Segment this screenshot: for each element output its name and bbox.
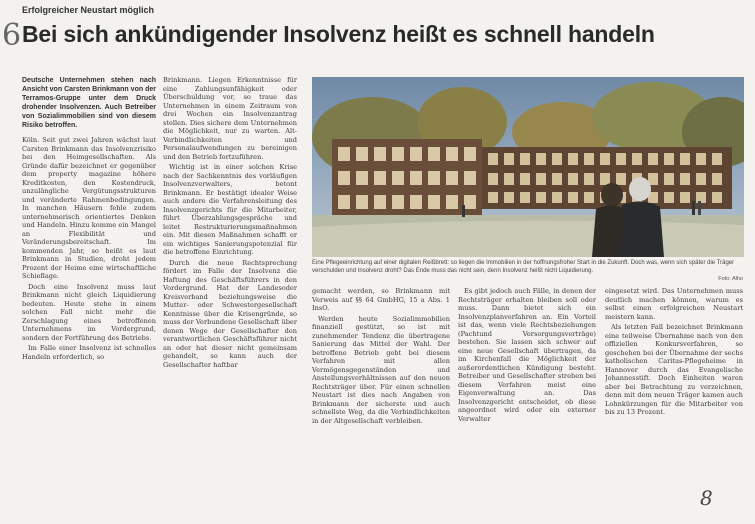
column-3 — [312, 287, 450, 512]
paragraph: Im Falle einer Insolvenz ist schnelles Handeln erforderlich, so — [22, 344, 156, 361]
margin-mark: 6 — [2, 18, 22, 53]
paragraph: Als letzten Fall bezeichnet Brinkmann eine teilweise Übernahme nach von den offiziellen Konkursverfahren, so geschehen bei der Übernahme der sechs katholischen Caritas-Pflegeheime in Hannover durch das Evangelische Johannesstift. Doch Einheiten waren aber bei Betrachtung zu verzeichnen, denn mit dem neuen Träger kamen auch Lohnkürzungen für die Mitarbeiter von bis zu 13 Prozent. — [605, 323, 743, 416]
column-5 — [605, 287, 743, 512]
paragraph: Köln. Seit gut zwei Jahren wächst laut Carsten Brinkmann das Insolvenzrisiko bei den Heimgesellschaften. Als Gründe dafür bezeichnet er gegenüber dem property magazine höhere Kreditkosten, den Kostendruck, unzulängliche Vergütungsstrukturen und veränderte Rahmenbedingungen. In manchen Häusern fehle zudem unternehmerisch orientiertes Denken und Handeln. Hinzu komme ein Mangel an Flexibilität und Veränderungsbereitschaft. Im kommenden Jahr, so heißt es laut Brinkmann in Studien, droht jedem Prozent der Heime eine wirtschaftliche Schieflage. — [22, 136, 156, 280]
column-4 — [458, 287, 596, 512]
paragraph: Doch eine Insolvenz muss laut Brinkmann nicht gleich Liquidierung bedeuten. Heute stehe in einem solchen Fall nicht mehr die Zerschlagung eines betroffenen Unternehmens im Vordergrund, sondern der Fortführung des Betriebs. — [22, 282, 156, 342]
page-number: 8 — [700, 486, 713, 510]
paragraph: Es gibt jedoch auch Fälle, in denen der Rechtsträger erhalten bleiben soll oder muss. Dann bietet sich ein Insolvenzplanverfahren an. Ein Vorteil ist das, wenn viele Rechtsbeziehungen (Pachtund Versorgungsverträge) bestehen. Sie lassen sich schwer auf eine neue Gesellschaft übertragen, da im Kirchenfall die Möglichkeit der außerordentlichen Kündigung besteht. Betreiber und Gesellschafter streben bei diesem Verfahren meist eine Eigenverwaltung an. Das Insolvenzgericht entscheidet, ob diese angeordnet wird oder ein externer Verwalter — [458, 287, 596, 423]
paragraph: Durch die neue Rechtsprechung fördert im Falle der Insolvenz die Haftung des Geschäftsführers in den Vordergrund. Hat der Landesoder Kreisverband beziehungsweise die Mutter- oder Schwestergesellschaft Kenntnisse über die Krisengründe, so muss der Verbundene Gesellschaft über denen Wege der Gesellschafter den verantwortlichen Geschäftsführer nicht an oder hat dieser nicht gemeinsam gehandelt, so kann auch der Gesellschafter haftbar — [163, 258, 297, 369]
column-1 — [22, 76, 156, 516]
paragraph: Wichtig ist in einer solchen Krise nach der Sachkenntnis des vorläufigen Insolvenzverwalters, betont Brinkmann. Er bestätigt idealer Weise auch andere die Verfahrensleitung des Insolvenzgerichts für die Mitarbeiter, führt Überzahlungsgespräche und leitet Restrukturierungsmaßnahmen ein. Mit diesen Maßnahmen schafft er ein wichtiges Sanierungspotenzial für die betroffene Einrichtung. — [163, 163, 297, 256]
paragraph: eingesetzt wird. Das Unternehmen muss deutlich machen können, warum es selbst einen erfolgreichen Neustart meistern kann. — [605, 287, 743, 321]
photo-caption: Eine Pflegeeinrichtung auf einer digitalen Reißbrett: so liegen die Immobilien in der hoffnungsfroher Start in die Zukunft. Doch was, wenn sich später die Träger verschulden und Insolvenz droht? Das Ende muss das nicht sein, denn Insolvenz heißt nicht Liquidierung. — [312, 260, 735, 274]
pflegeheim-rendering — [312, 77, 744, 257]
paragraph: gemacht werden, so Brinkmann mit Verweis auf §§ 64 GmbHG, 15 a Abs. 1 InsO. — [312, 287, 450, 312]
lead-paragraph: Deutsche Unternehmen stehen nach Ansicht von Carsten Brinkmann von der Terramos-Gruppe unter dem Druck drohender Insolvenzen. Auch Betreiber von Sozialimmobilien sind von diesem Risiko betroffen. — [22, 77, 156, 129]
headline: Bei sich ankündigender Insolvenz heißt es schnell handeln — [22, 21, 655, 47]
paragraph: Werden heute Sozialimmobilien finanziell gestützt, so ist mit zunehmender Tendenz die übertragene Sanierung das Mittel der Wahl. Der betroffene Betrieb geht bei diesem Verfahren mit allen Vermögensgegenständen und Anstellungsverhältnissen auf den neuen Rechtsträger über. Für einen schnellen Neustart ist dies nach Angaben von Brinkmann der sicherste und auch schnellste Weg, da die Verbindlichkeiten in der Altgesellschaft verbleiben. — [312, 314, 450, 425]
column-2 — [163, 76, 297, 516]
kicker: Erfolgreicher Neustart möglich — [22, 5, 155, 15]
photo-credit: Foto: Alho — [718, 276, 743, 282]
article-photo — [312, 77, 744, 257]
paragraph: Brinkmann. Liegen Erkenntnisse für eine Zahlungsunfähigkeit oder Überschuldung vor, so traue das Unternehmen in einem Zeitraum von drei Wochen ein Insolvenzantrag stellen. Dies sichere dem Unternehmen die Möglichkeit, nur zu warten. Alt-Verbindlichkeiten und Personalaufwendungen zu bereinigen und den Betrieb fortzuführen. — [163, 76, 297, 161]
